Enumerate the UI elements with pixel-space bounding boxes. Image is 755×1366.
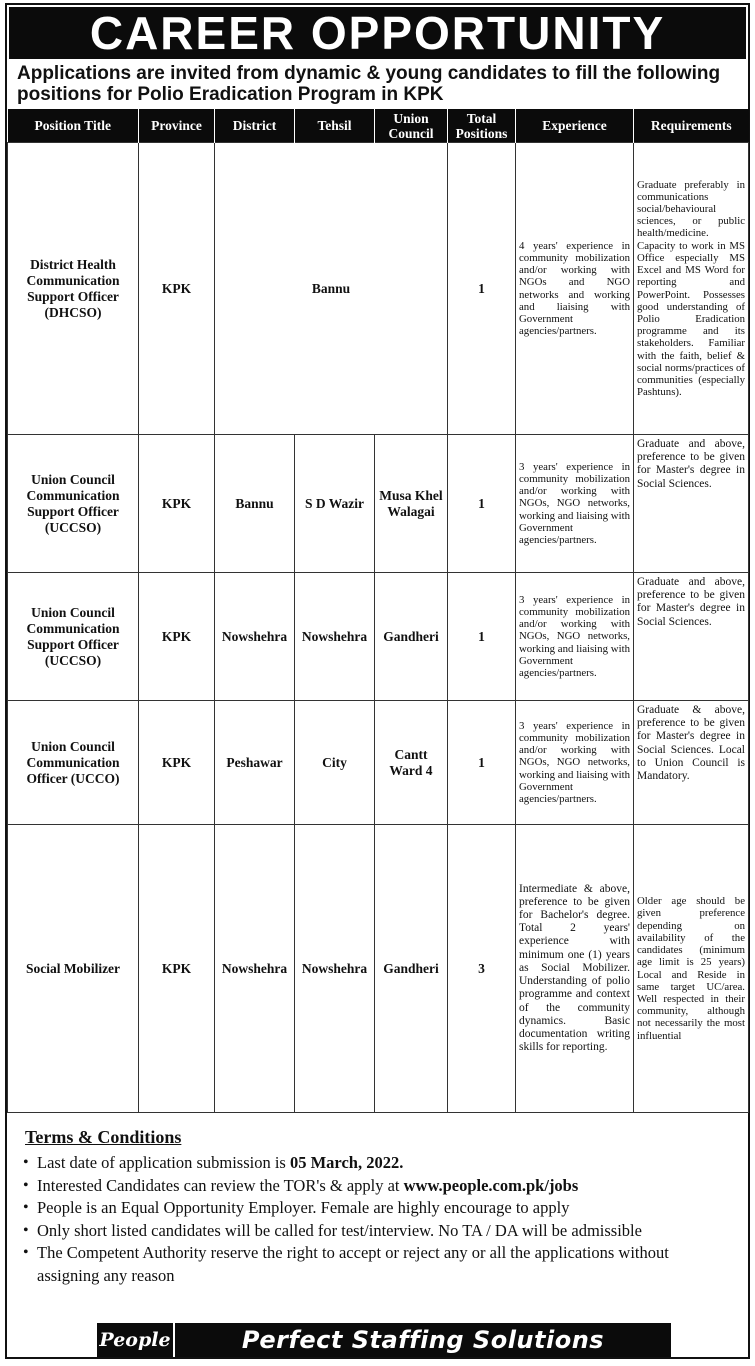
union-council: Cantt Ward 4 bbox=[375, 701, 448, 825]
total-positions: 1 bbox=[448, 435, 516, 573]
table-header-row bbox=[8, 109, 749, 143]
requirements: Graduate and above, preference to be given for Master's degree in Social Sciences. bbox=[634, 573, 749, 701]
deadline-date: 05 March, 2022. bbox=[289, 1153, 404, 1172]
position-title: Union Council Communication Officer (UCCO) bbox=[8, 701, 139, 825]
column-header-province: Province bbox=[139, 109, 215, 143]
column-header-total-positions: Total Positions bbox=[448, 109, 516, 143]
table-row bbox=[8, 435, 749, 573]
position-title: Union Council Communication Support Officer (UCCSO) bbox=[8, 435, 139, 573]
tehsil: Nowshehra bbox=[295, 825, 375, 1113]
column-header-experience: Experience bbox=[516, 109, 634, 143]
table-row bbox=[8, 825, 749, 1113]
requirements: Graduate & above, preference to be given for Master's degree in Social Sciences. Local to Union Council is Mandatory. bbox=[634, 701, 749, 825]
experience: 3 years' experience in community mobilization and/or working with NGOs, NGO networks, working and liaising with Government agencies/partners. bbox=[516, 573, 634, 701]
footer-banner bbox=[97, 1323, 671, 1357]
apply-text: Interested Candidates can review the TOR's & apply at bbox=[37, 1175, 404, 1195]
table-row bbox=[8, 573, 749, 701]
footer-tagline: Perfect Staffing Solutions bbox=[241, 1326, 605, 1354]
province: KPK bbox=[139, 143, 215, 435]
column-header-tehsil: Tehsil bbox=[295, 109, 375, 143]
column-header-union-council: Union Council bbox=[375, 109, 448, 143]
column-header-district: District bbox=[215, 109, 295, 143]
list-item: • The Competent Authority reserve the right to accept or reject any or all the applications without assigning any reason bbox=[21, 1242, 734, 1287]
district: Peshawar bbox=[215, 701, 295, 825]
district: Bannu bbox=[215, 435, 295, 573]
column-header-requirements: Requirements bbox=[634, 109, 749, 143]
position-title: District Health Communication Support Officer (DHCSO) bbox=[8, 143, 139, 435]
province: KPK bbox=[139, 573, 215, 701]
deadline-text: Last date of application submission is bbox=[37, 1153, 290, 1172]
column-header-position: Position Title bbox=[8, 109, 139, 143]
terms-section bbox=[7, 1113, 748, 1287]
location: Bannu bbox=[215, 143, 448, 435]
list-item: • Only short listed candidates will be called for test/interview. No TA / DA will be admissible bbox=[21, 1220, 734, 1243]
people-logo: People bbox=[97, 1323, 175, 1357]
table-row bbox=[8, 143, 749, 435]
list-item: • People is an Equal Opportunity Employer. Female are highly encourage to apply bbox=[21, 1197, 734, 1220]
experience: 4 years' experience in community mobilization and/or working with NGOs and NGO networks and working and liaising with Government agencies/partners. bbox=[516, 143, 634, 435]
requirements: Graduate preferably in communications social/behavioural sciences, or public health/medicine. Capacity to work in MS Office especially MS Excel and MS Word for reporting and PowerPoint. Possesses good understanding of Polio Eradication programme and its stakeholders. Familiar with the faith, belief & social norms/practices of communities (especially Pashtuns). bbox=[634, 143, 749, 435]
experience: 3 years' experience in community mobilization and/or working with NGOs, NGO networks, working and liaising with Government agencies/partners. bbox=[516, 435, 634, 573]
experience: Intermediate & above, preference to be given for Bachelor's degree. Total 2 years' experience with minimum one (1) years as Social Mobilizer. Understanding of polio programme and context of the community dynamics. Basic documentation writing skills for reporting. bbox=[516, 825, 634, 1113]
position-title: Union Council Communication Support Officer (UCCSO) bbox=[8, 573, 139, 701]
total-positions: 1 bbox=[448, 573, 516, 701]
table-row bbox=[8, 701, 749, 825]
union-council: Musa Khel Walagai bbox=[375, 435, 448, 573]
total-positions: 1 bbox=[448, 701, 516, 825]
tehsil: City bbox=[295, 701, 375, 825]
requirements: Graduate and above, preference to be given for Master's degree in Social Sciences. bbox=[634, 435, 749, 573]
province: KPK bbox=[139, 825, 215, 1113]
experience: 3 years' experience in community mobilization and/or working with NGOs, NGO networks, working and liaising with Government agencies/partners. bbox=[516, 701, 634, 825]
province: KPK bbox=[139, 701, 215, 825]
list-item bbox=[21, 1175, 734, 1198]
province: KPK bbox=[139, 435, 215, 573]
requirements: Older age should be given preference depending on availability of the candidates (minimum age limit is 25 years) Local and Reside in same target UC/area. Well respected in their community, although not necessarily the most influential bbox=[634, 825, 749, 1113]
district: Nowshehra bbox=[215, 825, 295, 1113]
page-title: CAREER OPPORTUNITY bbox=[9, 7, 746, 59]
list-item bbox=[21, 1152, 734, 1175]
terms-list bbox=[21, 1152, 734, 1287]
union-council: Gandheri bbox=[375, 825, 448, 1113]
position-title: Social Mobilizer bbox=[8, 825, 139, 1113]
union-council: Gandheri bbox=[375, 573, 448, 701]
total-positions: 1 bbox=[448, 143, 516, 435]
terms-heading: Terms & Conditions bbox=[25, 1127, 182, 1147]
total-positions: 3 bbox=[448, 825, 516, 1113]
district: Nowshehra bbox=[215, 573, 295, 701]
intro-text: Applications are invited from dynamic & young candidates to fill the following positions for Polio Eradication Program in KPK bbox=[17, 63, 721, 105]
tehsil: S D Wazir bbox=[295, 435, 375, 573]
positions-table bbox=[7, 109, 749, 1113]
job-advertisement bbox=[5, 3, 750, 1359]
apply-link[interactable]: www.people.com.pk/jobs bbox=[403, 1175, 579, 1195]
tehsil: Nowshehra bbox=[295, 573, 375, 701]
